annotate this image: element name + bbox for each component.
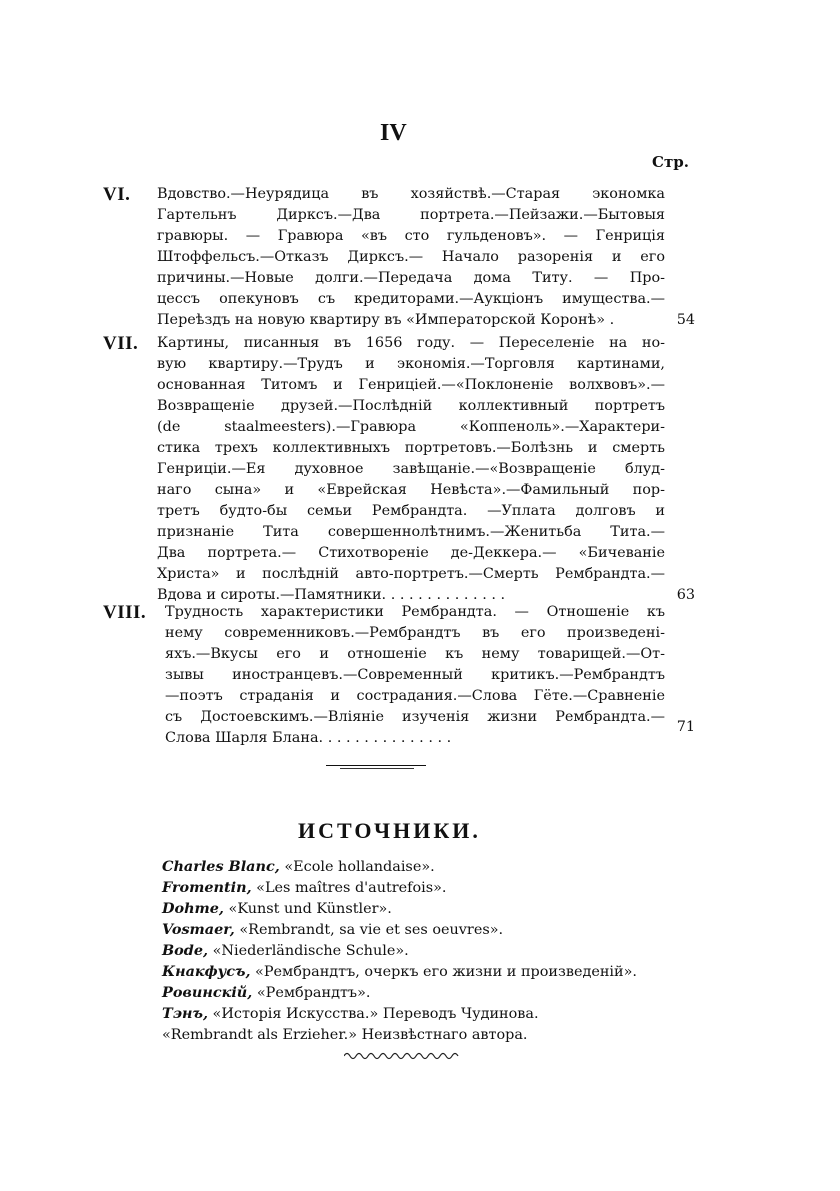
summary-line: Переѣздъ на новую квартиру въ «Императорской Коронѣ» . (157, 312, 615, 328)
section-divider (326, 765, 426, 766)
summary-line: Слова Шарля Блана. . . . . . . . . . . . . . . (165, 730, 452, 746)
chapter-numeral: VI. (103, 184, 131, 205)
chapter-summary (157, 333, 665, 606)
source-item (162, 898, 702, 919)
summary-line: нему современниковъ.—Рембрандтъ въ его произведені- (165, 625, 665, 641)
summary-line: Картины, писанныя въ 1656 году. — Переселеніе на но- (157, 335, 665, 351)
chapter-numeral: VIII. (103, 602, 147, 623)
page-reference: 54 (676, 312, 695, 328)
summary-line: Два портрета.— Стихотвореніе де-Деккера.— «Бичеваніе (157, 545, 665, 561)
sources-heading: ИСТОЧНИКИ. (298, 818, 481, 843)
source-work: «Рембрандтъ, очеркъ его жизни и произведеній». (255, 964, 638, 980)
page-number: IV (380, 120, 407, 146)
source-item (162, 982, 702, 1003)
summary-line: Штоффельсъ.—Отказъ Дирксъ.— Начало разоренія и его (157, 249, 665, 265)
source-author: Fromentin, (162, 879, 252, 896)
page-reference: 71 (676, 719, 695, 735)
source-author: Dohme, (162, 900, 224, 917)
page-reference: 63 (676, 587, 695, 603)
summary-line: наго сына» и «Еврейская Невѣста».—Фамильный пор- (157, 482, 665, 498)
source-work: «Kunst und Künstler». (228, 901, 392, 917)
source-item (162, 919, 702, 940)
section-divider-thin (340, 768, 414, 769)
summary-line: Христа» и послѣдній авто-портретъ.—Смерть Рембрандта.— (157, 566, 665, 582)
source-work: «Рембрандтъ». (256, 985, 371, 1001)
summary-line: Генриціи.—Ея духовное завѣщаніе.—«Возвращеніе блуд- (157, 461, 665, 477)
chapter-numeral: VII. (103, 333, 139, 354)
source-work: «Niederländische Schule». (212, 943, 409, 959)
summary-line: Возвращеніе друзей.—Послѣдній коллективный портретъ (157, 398, 665, 414)
chapter-summary (165, 602, 665, 749)
summary-line: съ Достоевскимъ.—Вліяніе изученія жизни Рембрандта.— (165, 709, 665, 725)
source-item (162, 856, 702, 877)
summary-line: гравюры. — Гравюра «въ сто гульденовъ». — Генриція (157, 228, 665, 244)
ornament-squiggle-icon (344, 1050, 459, 1060)
summary-line: Вдова и сироты.—Памятники. . . . . . . . . . . . . . (157, 587, 506, 603)
summary-line: стика трехъ коллективныхъ портретовъ.—Болѣзнь и смерть (157, 440, 665, 456)
summary-line: причины.—Новые долги.—Передача дома Титу. — Про- (157, 270, 665, 286)
summary-line: (de staalmeesters).—Гравюра «Коппеноль».—Характери- (157, 419, 665, 435)
source-work: «Les maîtres d'autrefois». (256, 880, 447, 896)
source-author: Charles Blanc, (162, 858, 280, 875)
summary-line: Вдовство.—Неурядица въ хозяйствѣ.—Старая экономка (157, 186, 665, 202)
source-author: Ровинскій, (162, 984, 253, 1001)
summary-line: Трудность характеристики Рембрандта. — Отношеніе къ (165, 604, 665, 620)
source-author: Bode, (162, 942, 208, 959)
sources-list (162, 856, 702, 1045)
source-author: Vosmaer, (162, 921, 235, 938)
source-item (162, 961, 702, 982)
summary-line: вую квартиру.—Трудъ и экономія.—Торговля картинами, (157, 356, 665, 372)
summary-line: зывы иностранцевъ.—Современный критикъ.—Рембрандтъ (165, 667, 665, 683)
source-author: Тэнъ, (162, 1005, 208, 1022)
source-work: «Rembrandt als Erzieher.» Неизвѣстнаго автора. (162, 1027, 528, 1043)
source-item (162, 1024, 702, 1045)
source-work: «Rembrandt, sa vie et ses oeuvres». (239, 922, 504, 938)
source-work: «Исторія Искусства.» Переводъ Чудинова. (212, 1006, 539, 1022)
summary-line: —поэтъ страданія и сострадания.—Слова Гёте.—Сравненіе (165, 688, 665, 704)
source-item (162, 1003, 702, 1024)
summary-line: цессъ опекуновъ съ кредиторами.—Аукціонъ имущества.— (157, 291, 665, 307)
summary-line: основанная Титомъ и Генриціей.—«Поклоненіе волхвовъ».— (157, 377, 665, 393)
source-work: «Ecole hollandaise». (284, 859, 435, 875)
summary-line: Гартельнъ Дирксъ.—Два портрета.—Пейзажи.—Бытовыя (157, 207, 665, 223)
source-author: Кнакфусъ, (162, 963, 251, 980)
chapter-summary (157, 184, 665, 331)
summary-line: признаніе Тита совершеннолѣтнимъ.—Женитьба Тита.— (157, 524, 665, 540)
source-item (162, 877, 702, 898)
summary-line: яхъ.—Вкусы его и отношеніе къ нему товарищей.—От- (165, 646, 665, 662)
source-item (162, 940, 702, 961)
page-column-header: Стр. (652, 153, 689, 171)
summary-line: третъ будто-бы семьи Рембрандта. —Уплата долговъ и (157, 503, 665, 519)
